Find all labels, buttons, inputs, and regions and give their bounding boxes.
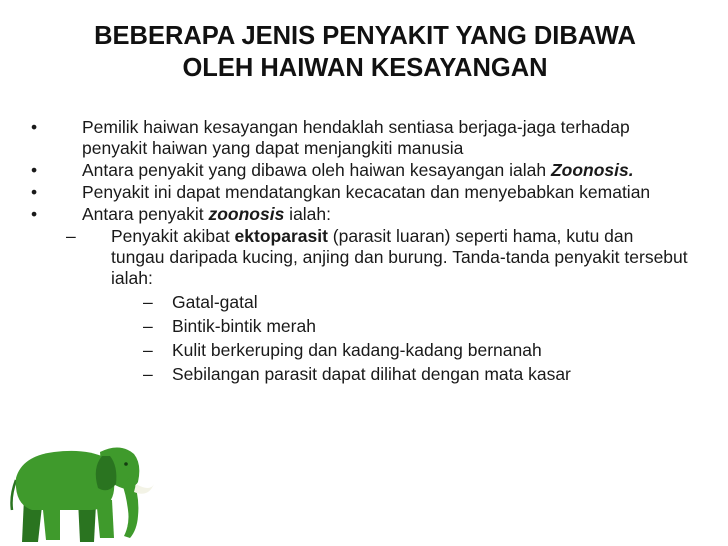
symptom-text: Gatal-gatal bbox=[172, 292, 258, 312]
bullet-marker: • bbox=[31, 117, 38, 137]
bullet-marker: • bbox=[31, 182, 38, 202]
bullet-marker: • bbox=[31, 204, 38, 224]
title-line-1: BEBERAPA JENIS PENYAKIT YANG DIBAWA bbox=[94, 22, 636, 50]
bullet-text: Antara penyakit bbox=[82, 204, 209, 224]
bullet-text: Antara penyakit yang dibawa oleh haiwan kesayangan ialah bbox=[82, 160, 551, 180]
bullet-text: Penyakit ini dapat mendatangkan kecacatan dan menyebabkan kematian bbox=[82, 182, 651, 202]
title-line-2: OLEH HAIWAN KESAYANGAN bbox=[182, 54, 548, 82]
sub-bullet-marker: – bbox=[66, 226, 76, 246]
symptom-text: Sebilangan parasit dapat dilihat dengan mata kasar bbox=[172, 364, 571, 384]
symptom-item bbox=[0, 340, 728, 364]
symptom-marker: – bbox=[143, 340, 153, 360]
bullet-text-after: ialah: bbox=[284, 204, 332, 224]
symptom-text: Bintik-bintik merah bbox=[172, 316, 316, 336]
symptom-item bbox=[0, 364, 728, 388]
symptom-text: Kulit berkeruping dan kadang-kadang bernanah bbox=[172, 340, 542, 360]
bullet-item-4 bbox=[0, 204, 728, 225]
bullet-item-2 bbox=[0, 160, 728, 181]
bullet-text: Pemilik haiwan kesayangan hendaklah sentiasa berjaga-jaga terhadap penyakit haiwan yang dapat menjangkiti manusia bbox=[82, 117, 630, 158]
bullet-marker: • bbox=[31, 160, 38, 180]
elephant-icon bbox=[2, 438, 157, 546]
bullet-list bbox=[0, 117, 728, 388]
emphasis-zoonosis: zoonosis bbox=[208, 204, 285, 224]
bullet-item-3 bbox=[0, 182, 728, 203]
emphasis-ektoparasit: ektoparasit bbox=[234, 226, 328, 246]
sub-bullet-item bbox=[0, 226, 728, 289]
slide-title bbox=[40, 20, 690, 84]
symptom-item bbox=[0, 292, 728, 316]
symptom-marker: – bbox=[143, 316, 153, 336]
sub-bullet-text-after: (parasit luaran) seperti hama, kutu dan tungau daripada kucing, anjing dan burung. Tanda-tanda penyakit tersebut ialah: bbox=[111, 226, 688, 288]
symptom-marker: – bbox=[143, 364, 153, 384]
symptom-marker: – bbox=[143, 292, 153, 312]
sub-bullet-text: Penyakit akibat bbox=[111, 226, 235, 246]
emphasis-zoonosis: Zoonosis. bbox=[550, 160, 634, 180]
bullet-item-1 bbox=[0, 117, 728, 159]
symptom-item bbox=[0, 316, 728, 340]
